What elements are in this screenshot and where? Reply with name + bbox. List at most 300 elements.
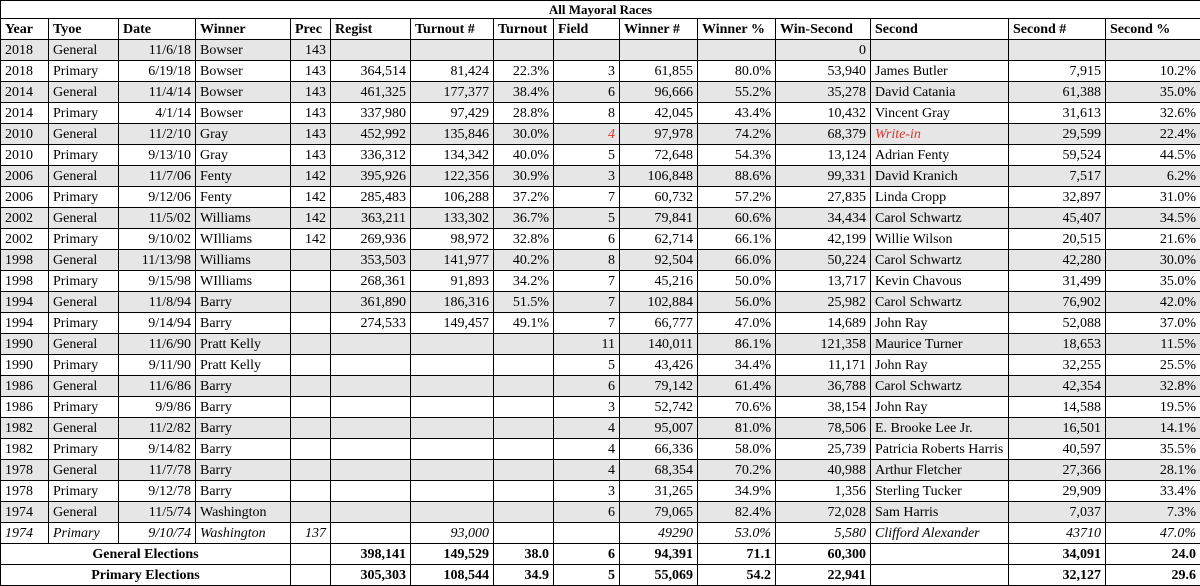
cell-second-pct: 14.1% bbox=[1106, 418, 1200, 439]
cell-second-pct: 47.0% bbox=[1106, 523, 1200, 544]
cell-win-second: 1,356 bbox=[776, 481, 871, 502]
cell-type: General bbox=[49, 334, 119, 355]
cell-second-pct: 32.6% bbox=[1106, 103, 1200, 124]
cell-regist bbox=[331, 418, 411, 439]
cell-type: Primary bbox=[49, 271, 119, 292]
cell-field: 4 bbox=[554, 124, 620, 145]
cell-date: 11/5/02 bbox=[119, 208, 196, 229]
cell-second: Kevin Chavous bbox=[871, 271, 1009, 292]
cell-regist bbox=[331, 523, 411, 544]
totals-row bbox=[1, 565, 1200, 586]
cell-turnout bbox=[494, 40, 554, 61]
totals-label: General Elections bbox=[1, 544, 291, 565]
cell-date: 11/13/98 bbox=[119, 250, 196, 271]
cell-winner: Barry bbox=[196, 376, 291, 397]
cell-date: 11/6/86 bbox=[119, 376, 196, 397]
cell-type: Primary bbox=[49, 397, 119, 418]
cell-winner: Barry bbox=[196, 292, 291, 313]
table-row bbox=[1, 418, 1200, 439]
cell-winner-pct: 82.4% bbox=[698, 502, 776, 523]
cell-second-pct: 7.3% bbox=[1106, 502, 1200, 523]
col-turnout-header: Turnout bbox=[494, 19, 554, 40]
cell-winner-pct: 55.2% bbox=[698, 82, 776, 103]
cell-turnout bbox=[494, 502, 554, 523]
total-turnout-n: 108,544 bbox=[411, 565, 494, 586]
table-row bbox=[1, 166, 1200, 187]
total-win-second: 22,941 bbox=[776, 565, 871, 586]
cell-turnout bbox=[494, 481, 554, 502]
total-regist: 305,303 bbox=[331, 565, 411, 586]
cell-winner: Bowser bbox=[196, 103, 291, 124]
cell-prec: 142 bbox=[291, 229, 331, 250]
cell-type: Primary bbox=[49, 355, 119, 376]
cell-turnout bbox=[494, 376, 554, 397]
cell-turnout: 49.1% bbox=[494, 313, 554, 334]
cell-type: General bbox=[49, 40, 119, 61]
cell-winner: Bowser bbox=[196, 61, 291, 82]
cell-second: Maurice Turner bbox=[871, 334, 1009, 355]
cell-prec: 142 bbox=[291, 166, 331, 187]
cell-turnout-count: 106,288 bbox=[411, 187, 494, 208]
cell-win-second: 34,434 bbox=[776, 208, 871, 229]
cell-win-second: 5,580 bbox=[776, 523, 871, 544]
table-row bbox=[1, 208, 1200, 229]
cell-field: 5 bbox=[554, 355, 620, 376]
cell-prec bbox=[291, 565, 331, 586]
cell-year: 2014 bbox=[1, 103, 49, 124]
cell-date: 11/7/06 bbox=[119, 166, 196, 187]
cell-year: 2010 bbox=[1, 124, 49, 145]
cell-field: 5 bbox=[554, 145, 620, 166]
table-row bbox=[1, 334, 1200, 355]
cell-winner: Williams bbox=[196, 250, 291, 271]
table-row bbox=[1, 502, 1200, 523]
cell-win-second: 38,154 bbox=[776, 397, 871, 418]
cell-winner: Pratt Kelly bbox=[196, 355, 291, 376]
cell-second-votes: 40,597 bbox=[1009, 439, 1106, 460]
cell-second-pct: 35.0% bbox=[1106, 82, 1200, 103]
header-row bbox=[1, 19, 1200, 40]
cell-date: 9/14/82 bbox=[119, 439, 196, 460]
cell-regist: 336,312 bbox=[331, 145, 411, 166]
cell-field: 6 bbox=[554, 502, 620, 523]
cell-winner: Barry bbox=[196, 313, 291, 334]
cell-turnout: 28.8% bbox=[494, 103, 554, 124]
cell-second-votes: 32,897 bbox=[1009, 187, 1106, 208]
cell-second: John Ray bbox=[871, 355, 1009, 376]
cell-winner-votes: 95,007 bbox=[620, 418, 698, 439]
col-win-second-header: Win-Second bbox=[776, 19, 871, 40]
cell-year: 2014 bbox=[1, 82, 49, 103]
cell-prec bbox=[291, 439, 331, 460]
cell-prec: 142 bbox=[291, 208, 331, 229]
cell-second: James Butler bbox=[871, 61, 1009, 82]
cell-turnout: 32.8% bbox=[494, 229, 554, 250]
cell-regist: 461,325 bbox=[331, 82, 411, 103]
table-row bbox=[1, 439, 1200, 460]
cell-second: John Ray bbox=[871, 397, 1009, 418]
table-row bbox=[1, 40, 1200, 61]
cell-prec: 143 bbox=[291, 103, 331, 124]
cell-second bbox=[871, 565, 1009, 586]
cell-second-pct: 30.0% bbox=[1106, 250, 1200, 271]
cell-prec bbox=[291, 376, 331, 397]
cell-win-second: 53,940 bbox=[776, 61, 871, 82]
cell-winner-pct: 61.4% bbox=[698, 376, 776, 397]
cell-second: Clifford Alexander bbox=[871, 523, 1009, 544]
cell-regist: 274,533 bbox=[331, 313, 411, 334]
cell-second-votes: 14,588 bbox=[1009, 397, 1106, 418]
table-row bbox=[1, 82, 1200, 103]
cell-winner-pct: 56.0% bbox=[698, 292, 776, 313]
cell-turnout-count bbox=[411, 376, 494, 397]
table-body bbox=[1, 40, 1200, 544]
cell-second: Sam Harris bbox=[871, 502, 1009, 523]
cell-win-second: 25,982 bbox=[776, 292, 871, 313]
cell-turnout bbox=[494, 460, 554, 481]
cell-second-pct: 33.4% bbox=[1106, 481, 1200, 502]
cell-winner-pct: 88.6% bbox=[698, 166, 776, 187]
total-win-second: 60,300 bbox=[776, 544, 871, 565]
cell-second-pct: 28.1% bbox=[1106, 460, 1200, 481]
cell-winner-pct: 74.2% bbox=[698, 124, 776, 145]
cell-regist: 395,926 bbox=[331, 166, 411, 187]
cell-winner: Barry bbox=[196, 397, 291, 418]
cell-winner-pct: 57.2% bbox=[698, 187, 776, 208]
table-row bbox=[1, 103, 1200, 124]
cell-turnout-count: 91,893 bbox=[411, 271, 494, 292]
cell-type: General bbox=[49, 418, 119, 439]
cell-winner-votes: 66,777 bbox=[620, 313, 698, 334]
cell-year: 1982 bbox=[1, 439, 49, 460]
cell-win-second: 68,379 bbox=[776, 124, 871, 145]
cell-second-votes: 31,499 bbox=[1009, 271, 1106, 292]
cell-year: 2002 bbox=[1, 208, 49, 229]
cell-year: 1986 bbox=[1, 376, 49, 397]
cell-winner: WIlliams bbox=[196, 271, 291, 292]
cell-winner-votes: 52,742 bbox=[620, 397, 698, 418]
cell-winner: Williams bbox=[196, 208, 291, 229]
col-date-header: Date bbox=[119, 19, 196, 40]
cell-turnout bbox=[494, 355, 554, 376]
cell-second: David Catania bbox=[871, 82, 1009, 103]
cell-year: 2002 bbox=[1, 229, 49, 250]
cell-win-second: 72,028 bbox=[776, 502, 871, 523]
cell-year: 1978 bbox=[1, 460, 49, 481]
cell-type: General bbox=[49, 460, 119, 481]
cell-second: Vincent Gray bbox=[871, 103, 1009, 124]
cell-winner-votes: 31,265 bbox=[620, 481, 698, 502]
cell-winner-pct: 43.4% bbox=[698, 103, 776, 124]
cell-winner-pct: 58.0% bbox=[698, 439, 776, 460]
cell-field: 4 bbox=[554, 460, 620, 481]
cell-second-votes: 42,354 bbox=[1009, 376, 1106, 397]
cell-turnout-count: 133,302 bbox=[411, 208, 494, 229]
cell-turnout: 34.2% bbox=[494, 271, 554, 292]
cell-field: 6 bbox=[554, 376, 620, 397]
cell-second-votes: 32,255 bbox=[1009, 355, 1106, 376]
cell-winner: Fenty bbox=[196, 187, 291, 208]
table-row bbox=[1, 397, 1200, 418]
cell-turnout bbox=[494, 418, 554, 439]
cell-year: 1994 bbox=[1, 292, 49, 313]
cell-winner-pct: 66.0% bbox=[698, 250, 776, 271]
cell-winner-votes: 45,216 bbox=[620, 271, 698, 292]
cell-year: 2010 bbox=[1, 145, 49, 166]
cell-field bbox=[554, 523, 620, 544]
cell-turnout-count: 98,972 bbox=[411, 229, 494, 250]
cell-type: Primary bbox=[49, 145, 119, 166]
cell-date: 11/8/94 bbox=[119, 292, 196, 313]
cell-second: Linda Cropp bbox=[871, 187, 1009, 208]
cell-year: 1974 bbox=[1, 502, 49, 523]
cell-turnout-count: 177,377 bbox=[411, 82, 494, 103]
cell-winner: Gray bbox=[196, 124, 291, 145]
cell-field: 8 bbox=[554, 103, 620, 124]
cell-field: 4 bbox=[554, 418, 620, 439]
cell-year: 1994 bbox=[1, 313, 49, 334]
cell-winner-votes: 79,065 bbox=[620, 502, 698, 523]
cell-turnout: 40.2% bbox=[494, 250, 554, 271]
cell-turnout-count: 149,457 bbox=[411, 313, 494, 334]
cell-second-pct: 35.0% bbox=[1106, 271, 1200, 292]
cell-year: 2018 bbox=[1, 61, 49, 82]
cell-winner-pct: 86.1% bbox=[698, 334, 776, 355]
cell-prec: 142 bbox=[291, 187, 331, 208]
cell-year: 1986 bbox=[1, 397, 49, 418]
cell-win-second: 36,788 bbox=[776, 376, 871, 397]
cell-winner-pct: 70.2% bbox=[698, 460, 776, 481]
cell-type: General bbox=[49, 208, 119, 229]
cell-second-votes: 52,088 bbox=[1009, 313, 1106, 334]
cell-regist: 285,483 bbox=[331, 187, 411, 208]
cell-second: Carol Schwartz bbox=[871, 292, 1009, 313]
col-type-header: Tyoe bbox=[49, 19, 119, 40]
cell-second: Arthur Fletcher bbox=[871, 460, 1009, 481]
cell-date: 11/6/18 bbox=[119, 40, 196, 61]
cell-second bbox=[871, 40, 1009, 61]
col-prec-header: Prec bbox=[291, 19, 331, 40]
cell-date: 11/5/74 bbox=[119, 502, 196, 523]
total-second-pct: 24.0 bbox=[1106, 544, 1200, 565]
cell-second-pct: 25.5% bbox=[1106, 355, 1200, 376]
total-winner-pct: 71.1 bbox=[698, 544, 776, 565]
cell-win-second: 35,278 bbox=[776, 82, 871, 103]
cell-turnout-count: 141,977 bbox=[411, 250, 494, 271]
cell-win-second: 13,717 bbox=[776, 271, 871, 292]
cell-type: Primary bbox=[49, 439, 119, 460]
cell-date: 9/10/74 bbox=[119, 523, 196, 544]
cell-winner-pct: 81.0% bbox=[698, 418, 776, 439]
total-winner-n: 55,069 bbox=[620, 565, 698, 586]
cell-winner: Barry bbox=[196, 460, 291, 481]
cell-winner: Pratt Kelly bbox=[196, 334, 291, 355]
cell-prec: 137 bbox=[291, 523, 331, 544]
cell-turnout-count bbox=[411, 418, 494, 439]
cell-type: Primary bbox=[49, 481, 119, 502]
table-row bbox=[1, 292, 1200, 313]
cell-second-votes: 29,909 bbox=[1009, 481, 1106, 502]
cell-turnout: 37.2% bbox=[494, 187, 554, 208]
cell-second-votes: 42,280 bbox=[1009, 250, 1106, 271]
total-second-n: 34,091 bbox=[1009, 544, 1106, 565]
cell-year: 1978 bbox=[1, 481, 49, 502]
cell-date: 11/6/90 bbox=[119, 334, 196, 355]
cell-winner: Gray bbox=[196, 145, 291, 166]
cell-second-pct: 35.5% bbox=[1106, 439, 1200, 460]
cell-second-pct: 19.5% bbox=[1106, 397, 1200, 418]
cell-winner: Barry bbox=[196, 418, 291, 439]
col-second-votes-header: Second # bbox=[1009, 19, 1106, 40]
cell-winner-votes: 102,884 bbox=[620, 292, 698, 313]
cell-type: General bbox=[49, 124, 119, 145]
cell-winner-pct: 70.6% bbox=[698, 397, 776, 418]
cell-turnout-count bbox=[411, 460, 494, 481]
table-row bbox=[1, 376, 1200, 397]
cell-turnout: 22.3% bbox=[494, 61, 554, 82]
cell-second-pct: 22.4% bbox=[1106, 124, 1200, 145]
cell-second-pct: 6.2% bbox=[1106, 166, 1200, 187]
cell-second-pct: 21.6% bbox=[1106, 229, 1200, 250]
cell-regist bbox=[331, 376, 411, 397]
cell-field: 4 bbox=[554, 439, 620, 460]
cell-turnout: 30.0% bbox=[494, 124, 554, 145]
col-regist-header: Regist bbox=[331, 19, 411, 40]
cell-second-votes: 27,366 bbox=[1009, 460, 1106, 481]
cell-type: Primary bbox=[49, 229, 119, 250]
table-row bbox=[1, 313, 1200, 334]
cell-type: Primary bbox=[49, 103, 119, 124]
cell-turnout-count bbox=[411, 481, 494, 502]
cell-winner: Bowser bbox=[196, 40, 291, 61]
cell-regist: 337,980 bbox=[331, 103, 411, 124]
cell-prec bbox=[291, 544, 331, 565]
cell-second-votes: 7,915 bbox=[1009, 61, 1106, 82]
col-second-pct-header: Second % bbox=[1106, 19, 1200, 40]
cell-second: John Ray bbox=[871, 313, 1009, 334]
cell-regist: 452,992 bbox=[331, 124, 411, 145]
cell-second: Sterling Tucker bbox=[871, 481, 1009, 502]
cell-turnout bbox=[494, 523, 554, 544]
cell-regist bbox=[331, 334, 411, 355]
cell-winner-pct: 66.1% bbox=[698, 229, 776, 250]
cell-second: Adrian Fenty bbox=[871, 145, 1009, 166]
cell-second-votes: 59,524 bbox=[1009, 145, 1106, 166]
table-title: All Mayoral Races bbox=[1, 1, 1200, 19]
table-row bbox=[1, 61, 1200, 82]
total-winner-n: 94,391 bbox=[620, 544, 698, 565]
cell-prec: 143 bbox=[291, 40, 331, 61]
cell-regist bbox=[331, 439, 411, 460]
cell-turnout-count bbox=[411, 334, 494, 355]
cell-win-second: 10,432 bbox=[776, 103, 871, 124]
cell-second-votes: 43710 bbox=[1009, 523, 1106, 544]
cell-year: 1974 bbox=[1, 523, 49, 544]
cell-turnout: 51.5% bbox=[494, 292, 554, 313]
cell-type: General bbox=[49, 82, 119, 103]
cell-turnout-count bbox=[411, 397, 494, 418]
cell-winner-votes: 43,426 bbox=[620, 355, 698, 376]
cell-winner-votes: 68,354 bbox=[620, 460, 698, 481]
cell-field: 7 bbox=[554, 271, 620, 292]
cell-winner-pct: 47.0% bbox=[698, 313, 776, 334]
cell-winner-votes: 62,714 bbox=[620, 229, 698, 250]
cell-regist: 268,361 bbox=[331, 271, 411, 292]
cell-second-votes: 45,407 bbox=[1009, 208, 1106, 229]
total-turnout: 34.9 bbox=[494, 565, 554, 586]
cell-prec bbox=[291, 502, 331, 523]
totals-label: Primary Elections bbox=[1, 565, 291, 586]
cell-regist: 363,211 bbox=[331, 208, 411, 229]
cell-win-second: 25,739 bbox=[776, 439, 871, 460]
totals-row bbox=[1, 544, 1200, 565]
cell-second-pct: 44.5% bbox=[1106, 145, 1200, 166]
cell-turnout-count: 134,342 bbox=[411, 145, 494, 166]
cell-turnout bbox=[494, 397, 554, 418]
cell-prec bbox=[291, 397, 331, 418]
cell-winner-votes: 97,978 bbox=[620, 124, 698, 145]
cell-date: 4/1/14 bbox=[119, 103, 196, 124]
cell-turnout bbox=[494, 334, 554, 355]
cell-second: Patricia Roberts Harris bbox=[871, 439, 1009, 460]
cell-winner-pct: 34.9% bbox=[698, 481, 776, 502]
cell-prec bbox=[291, 271, 331, 292]
total-regist: 398,141 bbox=[331, 544, 411, 565]
cell-winner-votes: 79,142 bbox=[620, 376, 698, 397]
cell-winner-votes: 92,504 bbox=[620, 250, 698, 271]
cell-win-second: 11,171 bbox=[776, 355, 871, 376]
cell-type: Primary bbox=[49, 313, 119, 334]
cell-second-pct: 34.5% bbox=[1106, 208, 1200, 229]
cell-regist bbox=[331, 40, 411, 61]
cell-year: 1998 bbox=[1, 271, 49, 292]
table-row bbox=[1, 481, 1200, 502]
total-winner-pct: 54.2 bbox=[698, 565, 776, 586]
cell-regist: 269,936 bbox=[331, 229, 411, 250]
cell-prec: 143 bbox=[291, 124, 331, 145]
col-turnout-count-header: Turnout # bbox=[411, 19, 494, 40]
cell-turnout-count: 122,356 bbox=[411, 166, 494, 187]
cell-winner-votes: 61,855 bbox=[620, 61, 698, 82]
table-row bbox=[1, 145, 1200, 166]
cell-turnout-count: 135,846 bbox=[411, 124, 494, 145]
cell-date: 11/2/10 bbox=[119, 124, 196, 145]
cell-field: 7 bbox=[554, 313, 620, 334]
cell-type: General bbox=[49, 502, 119, 523]
cell-regist bbox=[331, 355, 411, 376]
cell-turnout-count bbox=[411, 40, 494, 61]
cell-winner: Washington bbox=[196, 502, 291, 523]
total-turnout-n: 149,529 bbox=[411, 544, 494, 565]
cell-second-pct: 42.0% bbox=[1106, 292, 1200, 313]
cell-winner: Washington bbox=[196, 523, 291, 544]
cell-date: 9/15/98 bbox=[119, 271, 196, 292]
cell-turnout-count: 93,000 bbox=[411, 523, 494, 544]
cell-second: Carol Schwartz bbox=[871, 250, 1009, 271]
cell-regist: 364,514 bbox=[331, 61, 411, 82]
cell-win-second: 121,358 bbox=[776, 334, 871, 355]
col-field-header: Field bbox=[554, 19, 620, 40]
cell-win-second: 27,835 bbox=[776, 187, 871, 208]
total-field: 6 bbox=[554, 544, 620, 565]
cell-year: 1990 bbox=[1, 355, 49, 376]
cell-date: 9/12/06 bbox=[119, 187, 196, 208]
cell-year: 2006 bbox=[1, 166, 49, 187]
cell-winner-pct: 54.3% bbox=[698, 145, 776, 166]
cell-date: 9/10/02 bbox=[119, 229, 196, 250]
cell-field: 8 bbox=[554, 250, 620, 271]
cell-field: 7 bbox=[554, 292, 620, 313]
